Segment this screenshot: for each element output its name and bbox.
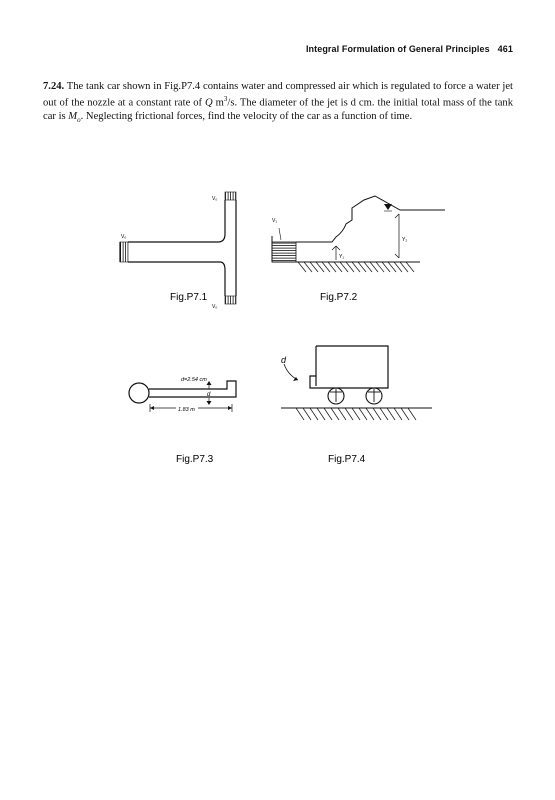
fig71-v-left-label: Vₒ bbox=[121, 234, 127, 240]
fig73-caption: Fig.P7.3 bbox=[176, 454, 214, 465]
fig73-d-value-label: d=2.54 cm bbox=[181, 377, 207, 383]
fig72-caption: Fig.P7.2 bbox=[320, 292, 358, 303]
fig71-v-top-label: Vₒ bbox=[212, 196, 218, 202]
fig73-arrow-left bbox=[150, 406, 154, 410]
problem-number: 7.24. bbox=[43, 81, 65, 92]
fig73-length-label: 1.83 m bbox=[178, 407, 195, 413]
fig73-d-label: d bbox=[207, 392, 211, 398]
fig74-caption: Fig.P7.4 bbox=[328, 454, 366, 465]
problem-text: 7.24. The tank car shown in Fig.P7.4 contains water and compressed air which is regulated to force a water jet out of the nozzle at a constant rate of Q $m^3/s$. The diameter of the jet is d cm. the initial total mass of the tank car is $M_o$. Neglecting frictional forces, find the velocity of the car as a function of time. bbox=[43, 81, 513, 124]
fig74-d-label: d bbox=[281, 355, 287, 365]
fig72-y2-label: Y₂ bbox=[402, 237, 408, 243]
fig74-ground-hatch bbox=[296, 408, 416, 420]
figure-p7-1 bbox=[120, 192, 236, 304]
fig73-arrow-down bbox=[207, 401, 212, 405]
fig71-v-bottom-label: Vₒ bbox=[212, 304, 218, 310]
fig73-arrow-right bbox=[228, 406, 232, 410]
fig72-ground-hatch bbox=[298, 262, 414, 272]
page-number: 461 bbox=[497, 44, 513, 54]
figure-p7-2 bbox=[272, 196, 445, 262]
fig73-arrow-up bbox=[207, 381, 212, 385]
figure-p7-4 bbox=[281, 346, 432, 408]
fig71-caption: Fig.P7.1 bbox=[170, 292, 208, 303]
chapter-title: Integral Formulation of General Principles bbox=[305, 44, 490, 54]
fig72-y1-label: Y₁ bbox=[339, 254, 345, 260]
fig72-v1-label: V₁ bbox=[272, 218, 278, 224]
